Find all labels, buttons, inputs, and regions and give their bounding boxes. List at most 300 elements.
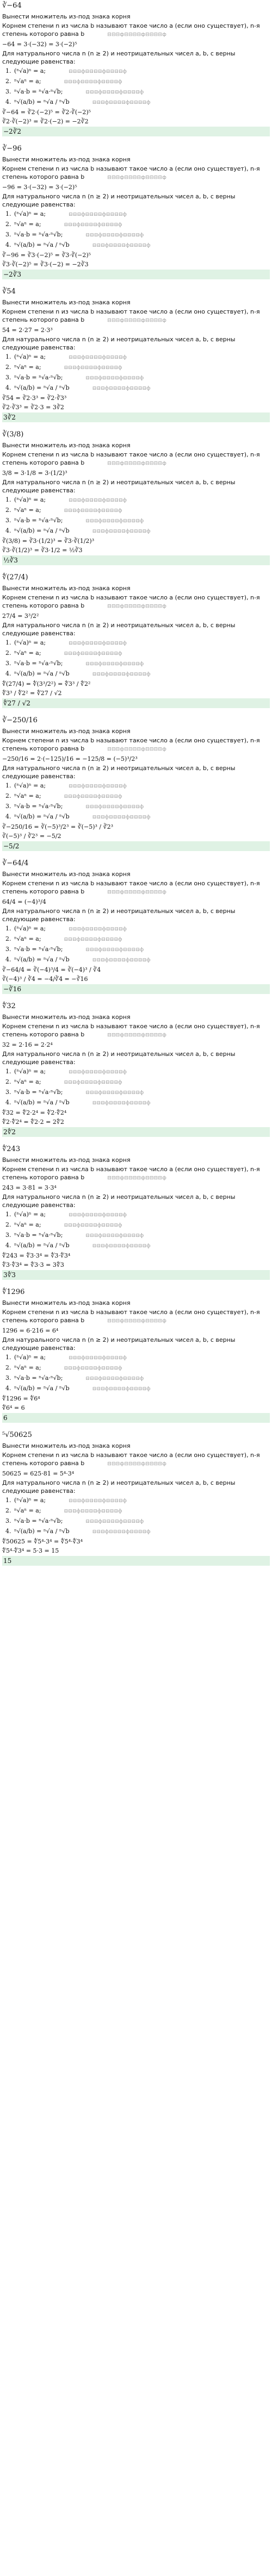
rule-formula: ⁿ√(a/b) = ⁿ√a / ⁿ√b	[14, 384, 70, 391]
rule-formula: ⁿ√(a/b) = ⁿ√a / ⁿ√b	[14, 98, 70, 105]
task-instruction: Вынести множитель из-под знака корня	[2, 1156, 131, 1164]
properties-text: Для натурального числа n (n ≥ 2) и неотрицательных чисел a, b, c верны следующие равенства:	[2, 1051, 236, 1066]
calculation-step: ∛2·∛3³ = ∛2·3 = 3∛2	[2, 404, 64, 411]
placeholder-glyphs: ⊟⊟⊟ф⊟⊟⊟⊟ф⊟⊟⊟⊟ф	[69, 641, 127, 646]
root-definition	[2, 1451, 270, 1468]
rule-number: 4.	[5, 384, 11, 391]
placeholder-glyphs: ⊟⊟⊟ф⊟⊟⊟⊟ф⊟⊟⊟⊟ф	[69, 498, 127, 503]
placeholder-glyphs: ⊟⊟⊟ф⊟⊟⊟⊟ф⊟⊟⊟⊟ф	[69, 1070, 127, 1075]
root-definition	[2, 593, 270, 611]
properties-intro	[2, 335, 270, 352]
factorization-equation: 54 = 2·27 = 2·3³	[2, 327, 53, 334]
root-property-rule	[5, 649, 270, 658]
calculation-step: ∛−96 = ∛3·(−2)⁵ = ∛3·∛(−2)⁵	[2, 252, 91, 259]
definition-text: Корнем степени n из числа b называют такое число a (если оно существует), n-я степень которого равна b	[2, 1309, 260, 1324]
placeholder-glyphs: ⊟⊟⊟ф⊟⊟⊟⊟ф⊟⊟⊟⊟ф	[64, 1509, 122, 1514]
root-property-rule	[5, 363, 270, 372]
root-property-rule	[5, 792, 270, 801]
root-property-rule	[5, 1364, 270, 1373]
rule-formula: (ⁿ√a)ⁿ = a;	[14, 496, 46, 503]
calculation-step: ∛54 = ∛2·3³ = ∛2·∛3³	[2, 395, 67, 402]
root-definition	[2, 879, 270, 897]
calculation-step: ∛−64/4 = ∛(−4)³/4 = ∛(−4)³ / ∛4	[2, 966, 101, 973]
rule-number: 3.	[5, 1374, 11, 1381]
factorization-equation: 27/4 = 3³/2²	[2, 612, 39, 620]
placeholder-glyphs: ⊟⊟⊟ф⊟⊟⊟⊟ф⊟⊟⊟⊟ф	[107, 604, 167, 609]
root-property-rule	[5, 87, 270, 97]
root-property-rule	[5, 935, 270, 944]
properties-text: Для натурального числа n (n ≥ 2) и неотрицательных чисел a, b, c верны следующие равенства:	[2, 622, 236, 637]
placeholder-glyphs: ⊟⊟⊟ф⊟⊟⊟⊟ф⊟⊟⊟⊟ф	[85, 947, 144, 953]
root-property-rule	[5, 516, 270, 526]
rule-formula: ⁿ√(a/b) = ⁿ√a / ⁿ√b	[14, 956, 70, 963]
final-answer: 3∛2	[2, 412, 270, 422]
root-property-rule	[5, 1384, 270, 1393]
root-property-rule	[5, 220, 270, 229]
rule-formula: ⁿ√a·b = ⁿ√a·ⁿ√b;	[14, 946, 63, 953]
root-property-rule	[5, 1221, 270, 1230]
placeholder-glyphs: ⊟⊟⊟ф⊟⊟⊟⊟ф⊟⊟⊟⊟ф	[92, 1243, 151, 1249]
placeholder-glyphs: ⊟⊟⊟ф⊟⊟⊟⊟ф⊟⊟⊟⊟ф	[64, 79, 122, 85]
properties-text: Для натурального числа n (n ≥ 2) и неотрицательных чисел a, b, c верны следующие равенства:	[2, 336, 236, 351]
rule-formula: ⁿ√aⁿ = a;	[14, 507, 41, 514]
properties-text: Для натурального числа n (n ≥ 2) и неотрицательных чисел a, b, c верны следующие равенства:	[2, 1479, 236, 1495]
solution-section	[2, 287, 270, 422]
rule-formula: ⁿ√aⁿ = a;	[14, 792, 41, 799]
placeholder-glyphs: ⊟⊟⊟ф⊟⊟⊟⊟ф⊟⊟⊟⊟ф	[69, 927, 127, 932]
properties-text: Для натурального числа n (n ≥ 2) и неотрицательных чисел a, b, c верны следующие равенства:	[2, 50, 236, 65]
rule-formula: (ⁿ√a)ⁿ = a;	[14, 67, 46, 74]
rule-number: 2.	[5, 78, 11, 85]
rule-number: 1.	[5, 210, 11, 217]
placeholder-glyphs: ⊟⊟⊟ф⊟⊟⊟⊟ф⊟⊟⊟⊟ф	[64, 1366, 122, 1371]
expression-title: ∛−250/16	[2, 716, 38, 724]
root-property-rule	[5, 1088, 270, 1097]
rule-number: 2.	[5, 1221, 11, 1228]
rule-number: 2.	[5, 649, 11, 656]
root-property-rule	[5, 1231, 270, 1240]
placeholder-glyphs: ⊟⊟⊟ф⊟⊟⊟⊟ф⊟⊟⊟⊟ф	[107, 318, 167, 323]
rule-formula: ⁿ√aⁿ = a;	[14, 1364, 41, 1371]
root-property-rule	[5, 1067, 270, 1077]
root-property-rule	[5, 77, 270, 86]
definition-text: Корнем степени n из числа b называют такое число a (если оно существует), n-я степень которого равна b	[2, 1023, 260, 1038]
properties-intro	[2, 478, 270, 495]
rule-formula: (ⁿ√a)ⁿ = a;	[14, 925, 46, 932]
solution-section	[2, 1, 270, 136]
rule-formula: ⁿ√aⁿ = a;	[14, 935, 41, 942]
rule-formula: ⁿ√aⁿ = a;	[14, 78, 41, 85]
rule-number: 1.	[5, 353, 11, 360]
rule-formula: ⁿ√aⁿ = a;	[14, 364, 41, 371]
rule-number: 3.	[5, 1089, 11, 1096]
root-property-rule	[5, 955, 270, 965]
definition-text: Корнем степени n из числа b называют такое число a (если оно существует), n-я степень которого равна b	[2, 880, 260, 895]
rule-number: 1.	[5, 1497, 11, 1504]
root-definition	[2, 451, 270, 468]
task-instruction: Вынести множитель из-под знака корня	[2, 585, 131, 592]
rule-formula: ⁿ√(a/b) = ⁿ√a / ⁿ√b	[14, 1385, 70, 1392]
task-instruction: Вынести множитель из-под знака корня	[2, 1299, 131, 1306]
calculation-step: ∛(−4)³ / ∛4 = −4/∛4 = −∛16	[2, 976, 88, 983]
task-instruction: Вынести множитель из-под знака корня	[2, 156, 131, 163]
rule-number: 4.	[5, 1242, 11, 1249]
root-property-rule	[5, 353, 270, 362]
rule-formula: (ⁿ√a)ⁿ = a;	[14, 210, 46, 217]
properties-intro	[2, 1050, 270, 1066]
rule-formula: ⁿ√aⁿ = a;	[14, 1078, 41, 1085]
root-property-rule	[5, 67, 270, 76]
placeholder-glyphs: ⊟⊟⊟ф⊟⊟⊟⊟ф⊟⊟⊟⊟ф	[85, 1233, 144, 1239]
rule-formula: ⁿ√a·b = ⁿ√a·ⁿ√b;	[14, 1089, 63, 1096]
rule-formula: ⁿ√a·b = ⁿ√a·ⁿ√b;	[14, 1517, 63, 1524]
factorization-equation: 3/8 = 3·1/8 = 3·(1/2)³	[2, 470, 67, 477]
placeholder-glyphs: ⊟⊟⊟ф⊟⊟⊟⊟ф⊟⊟⊟⊟ф	[92, 672, 151, 677]
task-instruction: Вынести множитель из-под знака корня	[2, 871, 131, 878]
calculation-step: ∜5⁴·∜3⁴ = 5·3 = 15	[2, 1547, 59, 1554]
expression-title: ∛−64	[2, 2, 22, 10]
placeholder-glyphs: ⊟⊟⊟ф⊟⊟⊟⊟ф⊟⊟⊟⊟ф	[85, 518, 144, 524]
rule-formula: ⁿ√(a/b) = ⁿ√a / ⁿ√b	[14, 1242, 70, 1249]
placeholder-glyphs: ⊟⊟⊟ф⊟⊟⊟⊟ф⊟⊟⊟⊟ф	[64, 1080, 122, 1085]
properties-intro	[2, 764, 270, 780]
factorization-equation: 1296 = 6·216 = 6⁴	[2, 1327, 59, 1334]
rule-number: 1.	[5, 1068, 11, 1075]
placeholder-glyphs: ⊟⊟⊟ф⊟⊟⊟⊟ф⊟⊟⊟⊟ф	[64, 794, 122, 799]
solution-section	[2, 1002, 270, 1137]
rule-number: 1.	[5, 496, 11, 503]
definition-text: Корнем степени n из числа b называют такое число a (если оно существует), n-я степень которого равна b	[2, 451, 260, 466]
rule-number: 1.	[5, 1354, 11, 1361]
factorization-equation: −64 = 3·(−32) = 3·(−2)⁵	[2, 41, 77, 48]
rule-number: 4.	[5, 670, 11, 677]
task-instruction: Вынести множитель из-под знака корня	[2, 1014, 131, 1021]
placeholder-glyphs: ⊟⊟⊟ф⊟⊟⊟⊟ф⊟⊟⊟⊟ф	[92, 529, 151, 534]
root-property-rule	[5, 210, 270, 219]
properties-text: Для натурального числа n (n ≥ 2) и неотрицательных чисел a, b, c верны следующие равенства:	[2, 765, 236, 780]
rule-formula: ⁿ√a·b = ⁿ√a·ⁿ√b;	[14, 231, 63, 238]
rule-formula: ⁿ√aⁿ = a;	[14, 1221, 41, 1228]
final-answer: −2∛3	[2, 270, 270, 279]
root-property-rule	[5, 1353, 270, 1362]
final-answer: ∜27 / √2	[2, 698, 270, 708]
rule-formula: ⁿ√a·b = ⁿ√a·ⁿ√b;	[14, 374, 63, 381]
rule-number: 2.	[5, 1078, 11, 1085]
factorization-equation: 64/4 = (−4)³/4	[2, 898, 46, 905]
root-property-rule	[5, 1210, 270, 1220]
expression-title: ∛(3/8)	[2, 430, 24, 439]
placeholder-glyphs: ⊟⊟⊟ф⊟⊟⊟⊟ф⊟⊟⊟⊟ф	[69, 1498, 127, 1504]
placeholder-glyphs: ⊟⊟⊟ф⊟⊟⊟⊟ф⊟⊟⊟⊟ф	[69, 355, 127, 360]
definition-text: Корнем степени n из числа b называют такое число a (если оно существует), n-я степень которого равна b	[2, 594, 260, 609]
properties-text: Для натурального числа n (n ≥ 2) и неотрицательных чисел a, b, c верны следующие равенства:	[2, 479, 236, 494]
calculation-step: ∜6⁴ = 6	[2, 1404, 25, 1411]
placeholder-glyphs: ⊟⊟⊟ф⊟⊟⊟⊟ф⊟⊟⊟⊟ф	[69, 212, 127, 217]
placeholder-glyphs: ⊟⊟⊟ф⊟⊟⊟⊟ф⊟⊟⊟⊟ф	[69, 1355, 127, 1361]
placeholder-glyphs: ⊟⊟⊟ф⊟⊟⊟⊟ф⊟⊟⊟⊟ф	[107, 890, 167, 895]
rule-formula: ⁿ√(a/b) = ⁿ√a / ⁿ√b	[14, 1099, 70, 1106]
rule-number: 3.	[5, 1517, 11, 1524]
calculation-step: ∜3·∜3⁴ = ∜3·3 = 3∜3	[2, 1261, 64, 1268]
rule-number: 3.	[5, 1231, 11, 1239]
rule-formula: ⁿ√aⁿ = a;	[14, 649, 41, 656]
solution-section	[2, 1287, 270, 1423]
calculation-step: ∜243 = ∜3·3⁴ = ∜3·∜3⁴	[2, 1252, 71, 1259]
root-definition	[2, 165, 270, 182]
rule-number: 4.	[5, 956, 11, 963]
rule-number: 4.	[5, 1528, 11, 1535]
expression-title: ∜243	[2, 1145, 21, 1153]
rule-number: 3.	[5, 231, 11, 238]
root-property-rule	[5, 945, 270, 954]
rule-number: 1.	[5, 782, 11, 789]
properties-text: Для натурального числа n (n ≥ 2) и неотрицательных чисел a, b, c верны следующие равенства:	[2, 1336, 236, 1352]
placeholder-glyphs: ⊟⊟⊟ф⊟⊟⊟⊟ф⊟⊟⊟⊟ф	[69, 784, 127, 789]
task-instruction: Вынести множитель из-под знака корня	[2, 299, 131, 306]
root-definition	[2, 1022, 270, 1040]
rule-number: 3.	[5, 946, 11, 953]
placeholder-glyphs: ⊟⊟⊟ф⊟⊟⊟⊟ф⊟⊟⊟⊟ф	[64, 222, 122, 228]
placeholder-glyphs: ⊟⊟⊟ф⊟⊟⊟⊟ф⊟⊟⊟⊟ф	[64, 937, 122, 942]
rule-number: 2.	[5, 221, 11, 228]
task-instruction: Вынести множитель из-под знака корня	[2, 442, 131, 449]
rule-number: 4.	[5, 241, 11, 248]
root-property-rule	[5, 230, 270, 240]
root-definition	[2, 308, 270, 325]
calculation-step: ∛−64 = ∛2·(−2)⁵ = ∛2·∛(−2)⁵	[2, 109, 91, 116]
definition-text: Корнем степени n из числа b называют такое число a (если оно существует), n-я степень которого равна b	[2, 22, 260, 37]
root-definition	[2, 736, 270, 754]
rule-number: 2.	[5, 1507, 11, 1514]
placeholder-glyphs: ⊟⊟⊟ф⊟⊟⊟⊟ф⊟⊟⊟⊟ф	[107, 747, 167, 752]
rule-formula: (ⁿ√a)ⁿ = a;	[14, 1211, 46, 1218]
placeholder-glyphs: ⊟⊟⊟ф⊟⊟⊟⊟ф⊟⊟⊟⊟ф	[85, 1090, 144, 1096]
root-property-rule	[5, 781, 270, 791]
root-property-rule	[5, 1517, 270, 1526]
placeholder-glyphs: ⊟⊟⊟ф⊟⊟⊟⊟ф⊟⊟⊟⊟ф	[107, 175, 167, 180]
placeholder-glyphs: ⊟⊟⊟ф⊟⊟⊟⊟ф⊟⊟⊟⊟ф	[92, 1386, 151, 1392]
root-property-rule	[5, 1241, 270, 1251]
final-answer: 2∜2	[2, 1127, 270, 1137]
rule-number: 2.	[5, 507, 11, 514]
solution-section	[2, 716, 270, 851]
placeholder-glyphs: ⊟⊟⊟ф⊟⊟⊟⊟ф⊟⊟⊟⊟ф	[64, 365, 122, 371]
rule-formula: ⁿ√aⁿ = a;	[14, 221, 41, 228]
placeholder-glyphs: ⊟⊟⊟ф⊟⊟⊟⊟ф⊟⊟⊟⊟ф	[107, 32, 167, 37]
rule-formula: ⁿ√a·b = ⁿ√a·ⁿ√b;	[14, 517, 63, 524]
root-definition	[2, 1308, 270, 1325]
rule-number: 4.	[5, 1385, 11, 1392]
expression-title: ∛−96	[2, 145, 22, 153]
properties-intro	[2, 1193, 270, 1209]
solution-section	[2, 573, 270, 708]
rule-number: 2.	[5, 364, 11, 371]
calculation-step: ∜3³ / ∜2² = ∜27 / √2	[2, 690, 62, 697]
final-answer: 6	[2, 1413, 270, 1423]
final-answer: −2∛2	[2, 127, 270, 136]
rule-number: 4.	[5, 98, 11, 105]
root-property-rule	[5, 1374, 270, 1383]
placeholder-glyphs: ⊟⊟⊟ф⊟⊟⊟⊟ф⊟⊟⊟⊟ф	[64, 508, 122, 514]
rule-number: 2.	[5, 935, 11, 942]
rule-formula: (ⁿ√a)ⁿ = a;	[14, 639, 46, 646]
rule-number: 2.	[5, 792, 11, 799]
placeholder-glyphs: ⊟⊟⊟ф⊟⊟⊟⊟ф⊟⊟⊟⊟ф	[69, 69, 127, 74]
rule-formula: ⁿ√(a/b) = ⁿ√a / ⁿ√b	[14, 670, 70, 677]
rule-number: 1.	[5, 67, 11, 74]
root-property-rule	[5, 1098, 270, 1108]
definition-text: Корнем степени n из числа b называют такое число a (если оно существует), n-я степень которого равна b	[2, 1452, 260, 1467]
root-property-rule	[5, 1078, 270, 1087]
definition-text: Корнем степени n из числа b называют такое число a (если оно существует), n-я степень которого равна b	[2, 737, 260, 752]
placeholder-glyphs: ⊟⊟⊟ф⊟⊟⊟⊟ф⊟⊟⊟⊟ф	[92, 100, 151, 105]
properties-text: Для натурального числа n (n ≥ 2) и неотрицательных чисел a, b, c верны следующие равенства:	[2, 908, 236, 923]
root-property-rule	[5, 1527, 270, 1536]
task-instruction: Вынести множитель из-под знака корня	[2, 1442, 131, 1449]
calculation-step: ∛(−5)³ / ∛2³ = −5/2	[2, 833, 61, 840]
rule-formula: ⁿ√a·b = ⁿ√a·ⁿ√b;	[14, 1374, 63, 1381]
properties-intro	[2, 192, 270, 209]
final-answer: ½∛3	[2, 555, 270, 565]
solution-section	[2, 1145, 270, 1280]
root-definition	[2, 1165, 270, 1183]
calculation-step: ∜1296 = ∜6⁴	[2, 1395, 40, 1402]
placeholder-glyphs: ⊟⊟⊟ф⊟⊟⊟⊟ф⊟⊟⊟⊟ф	[92, 1529, 151, 1535]
rule-number: 3.	[5, 517, 11, 524]
placeholder-glyphs: ⊟⊟⊟ф⊟⊟⊟⊟ф⊟⊟⊟⊟ф	[64, 1223, 122, 1228]
placeholder-glyphs: ⊟⊟⊟ф⊟⊟⊟⊟ф⊟⊟⊟⊟ф	[107, 1033, 167, 1038]
rule-number: 3.	[5, 88, 11, 95]
placeholder-glyphs: ⊟⊟⊟ф⊟⊟⊟⊟ф⊟⊟⊟⊟ф	[85, 661, 144, 667]
placeholder-glyphs: ⊟⊟⊟ф⊟⊟⊟⊟ф⊟⊟⊟⊟ф	[85, 376, 144, 381]
calculation-step: ∛3·∛(1/2)³ = ∛3·1/2 = ½∛3	[2, 547, 83, 554]
calculation-step: ∜(27/4) = ∜(3³/2²) = ∜3³ / ∜2²	[2, 680, 91, 687]
root-property-rule	[5, 506, 270, 515]
properties-text: Для натурального числа n (n ≥ 2) и неотрицательных чисел a, b, c верны следующие равенства:	[2, 193, 236, 208]
rule-formula: ⁿ√(a/b) = ⁿ√a / ⁿ√b	[14, 1528, 70, 1535]
placeholder-glyphs: ⊟⊟⊟ф⊟⊟⊟⊟ф⊟⊟⊟⊟ф	[107, 1461, 167, 1467]
rule-number: 4.	[5, 527, 11, 534]
root-property-rule	[5, 670, 270, 679]
placeholder-glyphs: ⊟⊟⊟ф⊟⊟⊟⊟ф⊟⊟⊟⊟ф	[92, 1101, 151, 1106]
rule-formula: ⁿ√a·b = ⁿ√a·ⁿ√b;	[14, 803, 63, 810]
rule-formula: ⁿ√aⁿ = a;	[14, 1507, 41, 1514]
placeholder-glyphs: ⊟⊟⊟ф⊟⊟⊟⊟ф⊟⊟⊟⊟ф	[64, 651, 122, 656]
root-property-rule	[5, 924, 270, 934]
root-property-rule	[5, 1506, 270, 1516]
calculation-step: ∜2·∜2⁴ = ∜2·2 = 2∜2	[2, 1118, 64, 1126]
root-property-rule	[5, 496, 270, 505]
rule-formula: (ⁿ√a)ⁿ = a;	[14, 782, 46, 789]
factorization-equation: −250/16 = 2·(−125)/16 = −125/8 = (−5)³/2³	[2, 755, 138, 762]
solution-section	[2, 1430, 270, 1566]
factorization-equation: 32 = 2·16 = 2·2⁴	[2, 1041, 53, 1048]
rule-number: 1.	[5, 1211, 11, 1218]
rule-number: 3.	[5, 374, 11, 381]
root-property-rule	[5, 373, 270, 383]
placeholder-glyphs: ⊟⊟⊟ф⊟⊟⊟⊟ф⊟⊟⊟⊟ф	[92, 958, 151, 963]
calculation-step: ∛−250/16 = ∛(−5)³/2³ = ∛(−5)³ / ∛2³	[2, 823, 114, 830]
definition-text: Корнем степени n из числа b называют такое число a (если оно существует), n-я степень которого равна b	[2, 165, 260, 180]
properties-intro	[2, 49, 270, 66]
placeholder-glyphs: ⊟⊟⊟ф⊟⊟⊟⊟ф⊟⊟⊟⊟ф	[107, 1176, 167, 1181]
placeholder-glyphs: ⊟⊟⊟ф⊟⊟⊟⊟ф⊟⊟⊟⊟ф	[107, 461, 167, 466]
root-property-rule	[5, 1496, 270, 1505]
properties-intro	[2, 621, 270, 637]
placeholder-glyphs: ⊟⊟⊟ф⊟⊟⊟⊟ф⊟⊟⊟⊟ф	[85, 804, 144, 810]
rule-number: 3.	[5, 803, 11, 810]
rule-number: 3.	[5, 660, 11, 667]
final-answer: −∛16	[2, 984, 270, 994]
solution-section	[2, 859, 270, 994]
solution-section	[2, 144, 270, 279]
rule-number: 2.	[5, 1364, 11, 1371]
placeholder-glyphs: ⊟⊟⊟ф⊟⊟⊟⊟ф⊟⊟⊟⊟ф	[92, 243, 151, 248]
placeholder-glyphs: ⊟⊟⊟ф⊟⊟⊟⊟ф⊟⊟⊟⊟ф	[85, 1376, 144, 1381]
rule-formula: ⁿ√(a/b) = ⁿ√a / ⁿ√b	[14, 813, 70, 820]
placeholder-glyphs: ⊟⊟⊟ф⊟⊟⊟⊟ф⊟⊟⊟⊟ф	[85, 233, 144, 238]
rule-formula: ⁿ√a·b = ⁿ√a·ⁿ√b;	[14, 1231, 63, 1239]
root-property-rule	[5, 527, 270, 536]
rule-formula: ⁿ√(a/b) = ⁿ√a / ⁿ√b	[14, 527, 70, 534]
root-property-rule	[5, 384, 270, 393]
final-answer: 3∜3	[2, 1270, 270, 1280]
calculation-step: ∛(3/8) = ∛3·(1/2)³ = ∛3·∛(1/2)³	[2, 537, 95, 545]
expression-title: ∜(27/4)	[2, 573, 28, 582]
properties-intro	[2, 1479, 270, 1495]
placeholder-glyphs: ⊟⊟⊟ф⊟⊟⊟⊟ф⊟⊟⊟⊟ф	[107, 1318, 167, 1324]
properties-text: Для натурального числа n (n ≥ 2) и неотрицательных чисел a, b, c верны следующие равенства:	[2, 1193, 236, 1209]
expression-title: ∜1296	[2, 1288, 25, 1296]
rule-number: 1.	[5, 925, 11, 932]
final-answer: −5/2	[2, 841, 270, 851]
expression-title: ⁵√50625	[2, 1431, 32, 1439]
solution-section	[2, 430, 270, 565]
task-instruction: Вынести множитель из-под знака корня	[2, 728, 131, 735]
expression-title: ∛−64/4	[2, 859, 29, 867]
root-property-rule	[5, 659, 270, 668]
calculation-step: ∜32 = ∜2·2⁴ = ∜2·∜2⁴	[2, 1109, 67, 1116]
rule-number: 4.	[5, 813, 11, 820]
task-instruction: Вынести множитель из-под знака корня	[2, 13, 131, 20]
definition-text: Корнем степени n из числа b называют такое число a (если оно существует), n-я степень которого равна b	[2, 1166, 260, 1181]
rule-formula: ⁿ√(a/b) = ⁿ√a / ⁿ√b	[14, 241, 70, 248]
rule-number: 1.	[5, 639, 11, 646]
properties-intro	[2, 907, 270, 923]
factorization-equation: 243 = 3·81 = 3·3⁴	[2, 1184, 57, 1191]
rule-formula: (ⁿ√a)ⁿ = a;	[14, 1068, 46, 1075]
root-property-rule	[5, 241, 270, 250]
rule-formula: (ⁿ√a)ⁿ = a;	[14, 1354, 46, 1361]
root-definition	[2, 22, 270, 39]
root-property-rule	[5, 98, 270, 107]
definition-text: Корнем степени n из числа b называют такое число a (если оно существует), n-я степень которого равна b	[2, 308, 260, 323]
calculation-step: ∜50625 = ∜5⁴·3⁴ = ∜5⁴·∜3⁴	[2, 1538, 83, 1545]
placeholder-glyphs: ⊟⊟⊟ф⊟⊟⊟⊟ф⊟⊟⊟⊟ф	[69, 1212, 127, 1218]
placeholder-glyphs: ⊟⊟⊟ф⊟⊟⊟⊟ф⊟⊟⊟⊟ф	[92, 386, 151, 391]
factorization-equation: 50625 = 625·81 = 5⁴·3⁴	[2, 1470, 75, 1477]
root-property-rule	[5, 802, 270, 811]
rule-formula: (ⁿ√a)ⁿ = a;	[14, 353, 46, 360]
root-property-rule	[5, 812, 270, 822]
expression-title: ∛54	[2, 287, 16, 296]
root-property-rule	[5, 639, 270, 648]
rule-formula: ⁿ√a·b = ⁿ√a·ⁿ√b;	[14, 660, 63, 667]
rule-formula: (ⁿ√a)ⁿ = a;	[14, 1497, 46, 1504]
placeholder-glyphs: ⊟⊟⊟ф⊟⊟⊟⊟ф⊟⊟⊟⊟ф	[92, 815, 151, 820]
final-answer: 15	[2, 1556, 270, 1566]
rule-formula: ⁿ√a·b = ⁿ√a·ⁿ√b;	[14, 88, 63, 95]
